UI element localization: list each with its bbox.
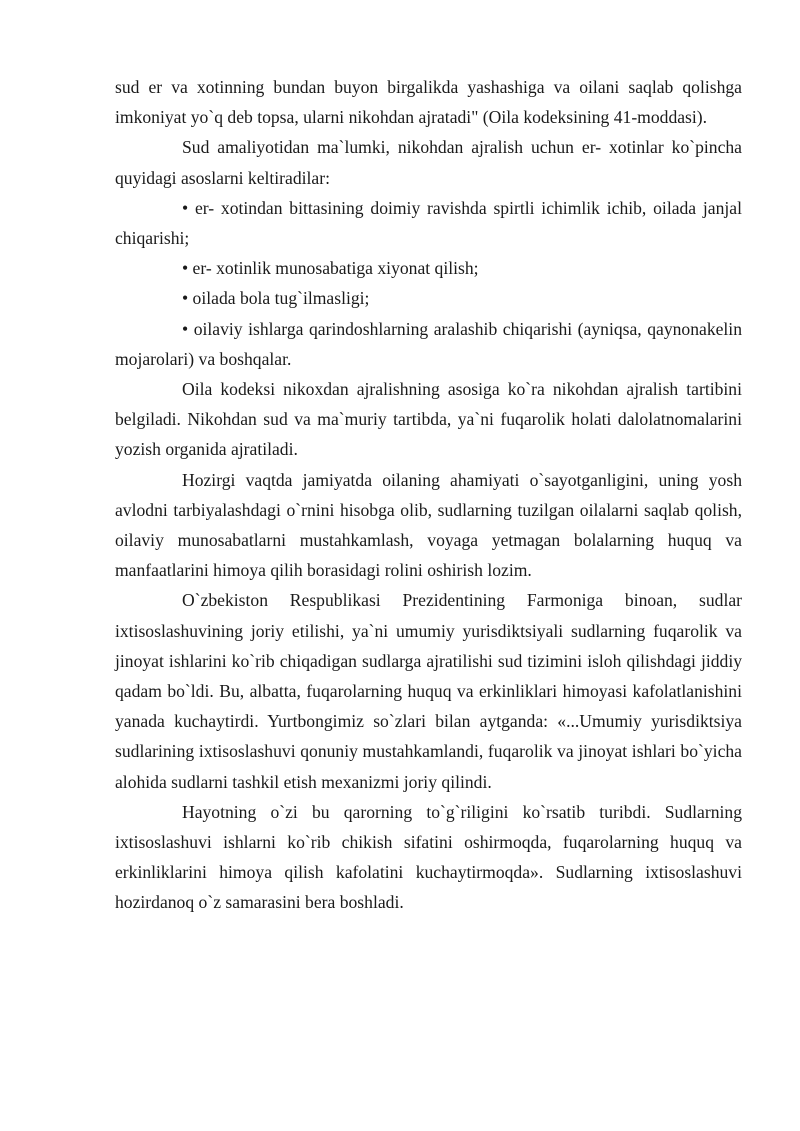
document-page [115,72,742,918]
list-item: • oilada bola tug`ilmasligi; [182,288,370,309]
paragraph: sud er va xotinning bundan buyon birgalikda yashashiga va oilani saqlab qolishga imkoniyat yo`q deb topsa, ularni nikohdan ajratadi" (Oila kodeksining 41-moddasi). [115,77,742,128]
paragraph: Oila kodeksi nikoxdan ajralishning asosiga ko`ra nikohdan ajralish tartibini belgiladi. Nikohdan sud va ma`muriy tartibda, ya`ni fuqarolik holati dalolatnomalarini yozish organida ajratiladi. [115,379,742,460]
list-item: • er- xotinlik munosabatiga xiyonat qilish; [182,258,479,279]
paragraph: Hozirgi vaqtda jamiyatda oilaning ahamiyati o`sayotganligini, uning yosh avlodni tarbiyalashdagi o`rnini hisobga olib, sudlarning tuzilgan oilalarni saqlab qolish, oilaviy munosabatlarni mustahkamlash, voyaga yetmagan bolalarning huquq va manfaatlarini himoya qilih borasidagi rolini oshirish lozim. [115,469,742,581]
paragraph: Sud amaliyotidan ma`lumki, nikohdan ajralish uchun er- xotinlar ko`pincha quyidagi asoslarni keltiradilar: [115,137,742,188]
paragraph: Hayotning o`zi bu qarorning to`g`riligini ko`rsatib turibdi. Sudlarning ixtisoslashuvi ishlarni ko`rib chikish sifatini oshirmoqda, fuqarolarning huquq va erkinliklarini himoya qilish kafolatini kuchaytirmoqda». Sudlarning ixtisoslashuvi hozirdanoq o`z samarasini bera boshladi. [115,801,742,913]
list-item: • oilaviy ishlarga qarindoshlarning aralashib chiqarishi (ayniqsa, qaynonakelin mojarolari) va boshqalar. [115,318,742,369]
paragraph: O`zbekiston Respublikasi Prezidentining Farmoniga binoan, sudlar ixtisoslashuvining joriy etilishi, ya`ni umumiy yurisdiktsiyali sudlarning fuqarolik va jinoyat ishlarini ko`rib chiqadigan sudlarga ajratilishi sud tizimini isloh qilishdagi jiddiy qadam bo`ldi. Bu, albatta, fuqarolarning huquq va erkinliklari himoyasi kafolatlanishini yanada kuchaytirdi. Yurtbongimiz so`zlari bilan aytganda: «...Umumiy yurisdiktsiya sudlarining ixtisoslashuvi qonuniy mustahkamlandi, fuqarolik va jinoyat ishlari bo`yicha alohida sudlarni tashkil etish mexanizmi joriy qilindi. [115,590,742,792]
list-item: • er- xotindan bittasining doimiy ravishda spirtli ichimlik ichib, oilada janjal chiqarishi; [115,197,742,249]
